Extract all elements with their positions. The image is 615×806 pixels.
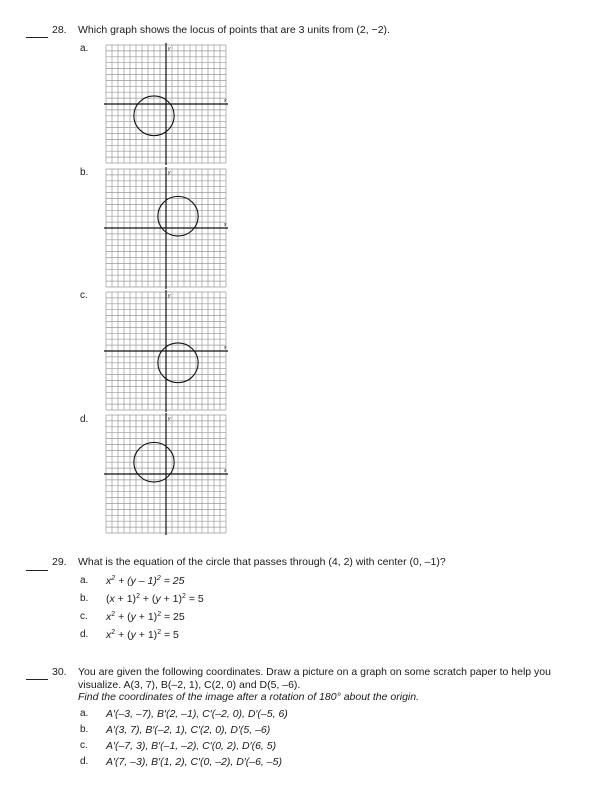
option-letter-30d: d. [80, 756, 89, 767]
answer-blank-29[interactable] [26, 570, 48, 571]
option-29d: $x^2 + (y + 1)^2 = 5$ [106, 629, 179, 641]
question-30-line-1: You are given the following coordinates. Draw a picture on a graph on some scratch paper to help you [78, 666, 551, 678]
x-axis-label: x [224, 468, 227, 474]
y-axis-label: y [168, 170, 171, 176]
question-text-30 [78, 666, 551, 704]
option-letter-28d: d. [80, 414, 89, 425]
option-letter-30b: b. [80, 724, 89, 735]
graph-option-c[interactable] [100, 289, 230, 413]
y-axis-label: y [168, 46, 171, 52]
x-axis-label: x [224, 98, 227, 104]
option-letter-28c: c. [80, 290, 88, 301]
option-30c: A′(–7, 3), B′(–1, –2), C′(0, 2), D′(6, 5) [106, 740, 277, 752]
question-text-29: What is the equation of the circle that passes through (4, 2) with center (0, –1)? [78, 556, 446, 568]
option-30d: A′(7, –3), B′(1, 2), C′(0, –2), D′(–6, –5) [106, 756, 282, 768]
graph-option-d[interactable] [100, 412, 230, 536]
x-axis-label: x [224, 222, 227, 228]
graph-option-b[interactable] [100, 166, 230, 290]
option-letter-29a: a. [80, 575, 89, 586]
option-29c: $x^2 + (y + 1)^2 = 25$ [106, 611, 185, 623]
option-29a: $x^2 + (y - 1)^2 = 25$ [106, 575, 185, 587]
y-axis-label: y [168, 416, 171, 422]
question-number-30: 30. [52, 666, 67, 678]
y-axis-label: y [168, 293, 171, 299]
question-30-line-2: visualize. A(3, 7), B(–2, 1), C(2, 0) and D(5, –6). [78, 678, 301, 691]
question-30-line-3: Find the coordinates of the image after a rotation of 180° about the origin. [78, 691, 419, 703]
option-30b: A′(3, 7), B′(–2, 1), C′(2, 0), D′(5, –6) [106, 724, 271, 736]
option-letter-28b: b. [80, 167, 89, 178]
option-letter-29d: d. [80, 629, 89, 640]
option-letter-30a: a. [80, 708, 89, 719]
answer-blank-28[interactable] [26, 37, 48, 38]
answer-blank-30[interactable] [26, 679, 48, 680]
x-axis-label: x [224, 345, 227, 351]
question-number-28: 28. [52, 24, 67, 36]
graph-option-a[interactable] [100, 42, 230, 166]
option-30a: A′(–3, –7), B′(2, –1), C′(–2, 0), D′(–5, 6) [106, 708, 288, 720]
option-29b: $(x + 1)^2 + (y + 1)^2 = 5$ [106, 593, 204, 605]
option-letter-30c: c. [80, 740, 88, 751]
question-number-29: 29. [52, 556, 67, 568]
option-letter-29c: c. [80, 611, 88, 622]
option-letter-29b: b. [80, 593, 89, 604]
question-text-28: Which graph shows the locus of points that are 3 units from (2, −2). [78, 24, 390, 36]
option-letter-28a: a. [80, 43, 89, 54]
